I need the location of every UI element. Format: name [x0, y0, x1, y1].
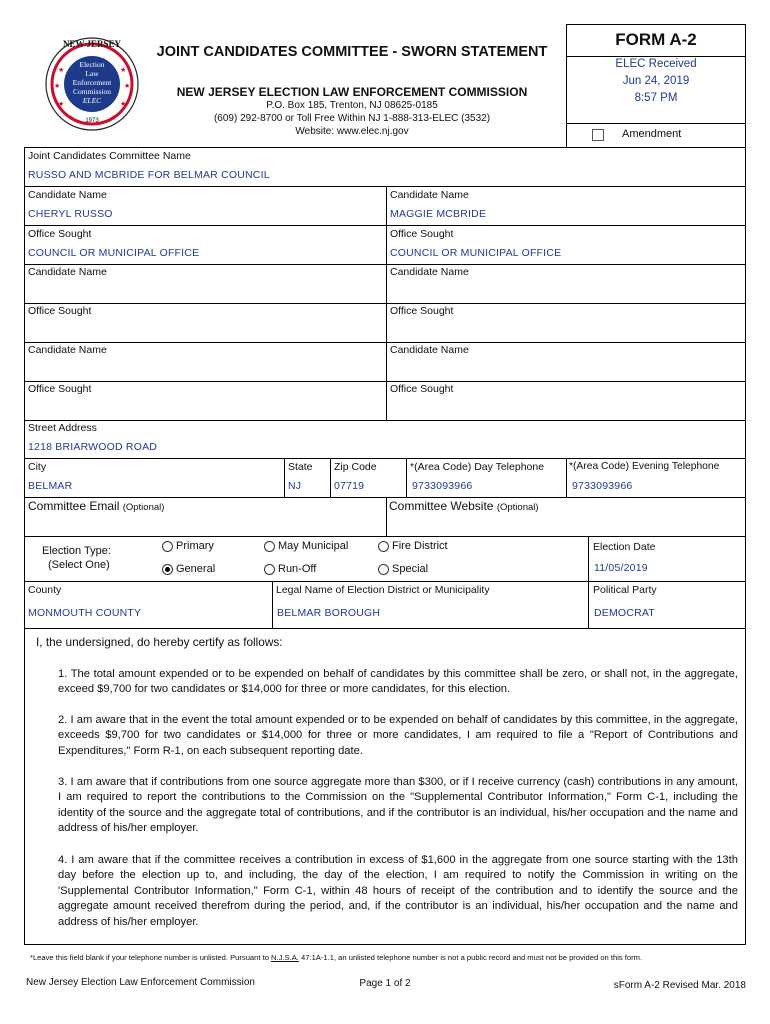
- fire-district-label: Fire District: [392, 540, 448, 552]
- certification-paragraph-1: 1. The total amount expended or to be expended on behalf of candidates by this committee shall be zero, or shall not, in the aggregate, exceed $9,700 for two candidates or $14,000 for three or more candidates, for this election.: [58, 668, 738, 696]
- election-date-label: Election Date: [593, 541, 656, 553]
- candidate-4-name-label: Candidate Name: [390, 266, 469, 278]
- form-id: FORM A-2: [615, 30, 697, 49]
- candidate-2-office-field[interactable]: COUNCIL OR MUNICIPAL OFFICE: [390, 247, 562, 259]
- seal-arc-text: NEW JERSEY: [62, 39, 122, 49]
- seal-year: 1973: [85, 118, 99, 124]
- street-address-label: Street Address: [28, 422, 97, 434]
- election-type-hint: (Select One): [48, 559, 110, 571]
- candidate-2-name-label: Candidate Name: [390, 189, 469, 201]
- svg-text:★: ★: [124, 82, 131, 90]
- committee-website-label: Committee Website (Optional): [389, 499, 539, 513]
- seal-center-text: Election Law Enforcement Commission ELEC: [72, 60, 112, 105]
- certification-paragraph-4: 4. I am aware that if the committee receives a contribution in excess of $1,600 in the aggregate from one source starting with the 13th day before the election up to, and including, the day of the election, I am required to notify the Commission in writing on the 'Supplemental Contributor Information," Form C-1, within 48 hours of receipt of the contribution and to identify the source and the aggregate amount received therefrom during the period, and, if the contributor is an individual, his/her occupation and the name and address of his/her employer.: [58, 854, 738, 928]
- district-field[interactable]: BELMAR BOROUGH: [277, 607, 381, 619]
- day-phone-label: *(Area Code) Day Telephone: [410, 461, 545, 473]
- election-type-label: Election Type:: [42, 545, 111, 557]
- candidate-6-name-label: Candidate Name: [390, 344, 469, 356]
- svg-text:★: ★: [58, 100, 65, 108]
- svg-text:★: ★: [110, 114, 117, 122]
- committee-email-field[interactable]: [28, 515, 382, 533]
- footer-agency: New Jersey Election Law Enforcement Commission: [26, 977, 255, 988]
- committee-email-label: Committee Email (Optional): [28, 499, 165, 513]
- may-municipal-label: May Municipal: [278, 540, 349, 552]
- telephone-footnote: *Leave this field blank if your telephone number is unlisted. Pursuant to N.J.S.A. 47:1A-1.1, an unlisted telephone number is not a public record and must not be provided on this form.: [30, 953, 643, 962]
- general-label: General: [176, 563, 216, 575]
- fire-district-radio[interactable]: [378, 541, 389, 552]
- city-field[interactable]: BELMAR: [28, 480, 73, 492]
- political-party-label: Political Party: [593, 584, 657, 596]
- candidate-3-office-label: Office Sought: [28, 305, 92, 317]
- city-label: City: [28, 461, 47, 473]
- candidate-5-name-label: Candidate Name: [28, 344, 107, 356]
- footer-form-revision: sForm A-2 Revised Mar. 2018: [613, 980, 746, 991]
- certification-paragraph-2: 2. I am aware that in the event the total amount expended or to be expended on behalf of candidates by this committee, in the aggregate, exceeds $9,700 for two candidates or $14,000 for three or more candidates, I am required to file a "Report of Contributions and Expenditures," Form R-1, on each subsequent reporting date.: [58, 714, 738, 757]
- state-field[interactable]: NJ: [288, 480, 302, 492]
- county-field[interactable]: MONMOUTH COUNTY: [28, 607, 142, 619]
- candidate-1-office-field[interactable]: COUNCIL OR MUNICIPAL OFFICE: [28, 247, 200, 259]
- candidate-1-name-label: Candidate Name: [28, 189, 107, 201]
- amendment-checkbox[interactable]: [592, 129, 604, 141]
- received-time: 8:57 PM: [634, 92, 678, 104]
- candidate-2-name-field[interactable]: MAGGIE MCBRIDE: [390, 208, 487, 220]
- zip-label: Zip Code: [334, 461, 377, 473]
- amendment-label: Amendment: [622, 128, 682, 140]
- street-address-field[interactable]: 1218 BRIARWOOD ROAD: [28, 441, 158, 453]
- agency-name: NEW JERSEY ELECTION LAW ENFORCEMENT COMMISSION: [176, 85, 528, 99]
- zip-field[interactable]: 07719: [334, 480, 365, 492]
- svg-text:★: ★: [54, 82, 61, 90]
- political-party-field[interactable]: DEMOCRAT: [594, 607, 655, 619]
- candidate-1-office-label: Office Sought: [28, 228, 92, 240]
- svg-text:★: ★: [120, 66, 127, 74]
- committee-website-field[interactable]: [389, 515, 743, 533]
- candidate-1-name-field[interactable]: CHERYL RUSSO: [28, 208, 113, 220]
- election-date-field[interactable]: 11/05/2019: [594, 562, 648, 574]
- candidate-4-office-label: Office Sought: [390, 305, 454, 317]
- form-title: JOINT CANDIDATES COMMITTEE - SWORN STATEMENT: [156, 44, 548, 60]
- evening-phone-label: *(Area Code) Evening Telephone: [569, 461, 720, 472]
- run-off-radio[interactable]: [264, 564, 275, 575]
- special-label: Special: [392, 563, 429, 575]
- candidate-2-office-label: Office Sought: [390, 228, 454, 240]
- county-label: County: [28, 584, 62, 596]
- received-label: ELEC Received: [615, 58, 697, 70]
- general-radio[interactable]: [162, 564, 173, 575]
- state-label: State: [288, 461, 313, 473]
- candidate-5-office-label: Office Sought: [28, 383, 92, 395]
- candidate-6-office-label: Office Sought: [390, 383, 454, 395]
- may-municipal-radio[interactable]: [264, 541, 275, 552]
- evening-phone-field[interactable]: 9733093966: [572, 480, 633, 492]
- committee-name-label: Joint Candidates Committee Name: [28, 150, 191, 162]
- district-label: Legal Name of Election District or Municipality: [276, 584, 490, 596]
- certification-paragraph-3: 3. I am aware that if contributions from one source aggregate more than $300, or if I receive currency (cash) contributions in any amount, I am required to report the contributions to the Commission on the "Supplemental Contributor Information," Form C-1, including the identity of the source and the aggregate total of contributions, and if the contributor is an individual, his/her occupation and the name and address of his/her employer.: [58, 776, 738, 835]
- day-phone-field[interactable]: 9733093966: [412, 480, 473, 492]
- elec-seal: [44, 36, 140, 132]
- agency-phone: (609) 292-8700 or Toll Free Within NJ 1-888-313-ELEC (3532): [213, 113, 491, 124]
- primary-label: Primary: [176, 540, 214, 552]
- svg-text:★: ★: [58, 66, 65, 74]
- special-radio[interactable]: [378, 564, 389, 575]
- run-off-label: Run-Off: [278, 563, 317, 575]
- certification-intro: I, the undersigned, do hereby certify as follows:: [36, 635, 283, 649]
- svg-text:★: ★: [68, 114, 75, 122]
- primary-radio[interactable]: [162, 541, 173, 552]
- committee-name-field[interactable]: RUSSO AND MCBRIDE FOR BELMAR COUNCIL: [28, 169, 270, 181]
- agency-website: Website: www.elec.nj.gov: [295, 126, 409, 137]
- candidate-3-name-label: Candidate Name: [28, 266, 107, 278]
- footer-page-number: Page 1 of 2: [359, 978, 411, 989]
- received-date: Jun 24, 2019: [622, 75, 690, 87]
- svg-text:★: ★: [120, 100, 127, 108]
- agency-address: P.O. Box 185, Trenton, NJ 08625-0185: [266, 100, 438, 111]
